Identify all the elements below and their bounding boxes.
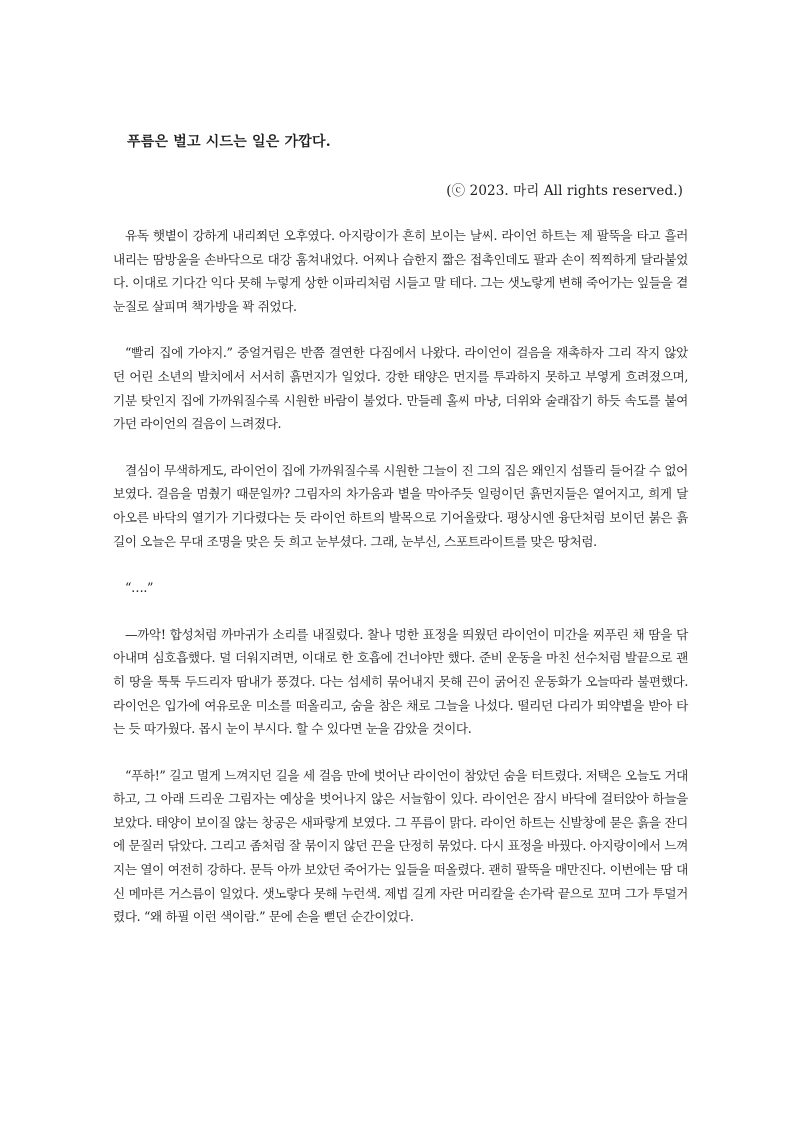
page-title: 푸름은 벌고 시드는 일은 가깝다.	[127, 134, 331, 150]
paragraph-1: 유독 햇볕이 강하게 내리쬐던 오후였다. 아지랑이가 흔히 보이는 날씨. 라이언 하트는 제 팔뚝을 타고 흘러내리는 땀방울을 손바닥으로 대강 훔쳐내었다. 어찌나 습한지 짧은 접촉인데도 팔과 손이 찍찍하게 달라붙었다. 이대로 기다간 익다 못해 누렇게 상한 이파리처럼 시들고 말 테다. 그는 샛노랗게 변해 죽어가는 잎들을 곁눈질로 살피며 책가방을 꽉 쥐었다.	[113, 228, 688, 314]
body-text	[113, 224, 688, 952]
paragraph-4: “….”	[125, 580, 154, 596]
paragraph-6: “푸하!” 길고 멀게 느껴지던 길을 세 걸음 만에 벗어난 라이언이 참았던 숨을 터트렸다. 저택은 오늘도 거대하고, 그 아래 드리운 그림자는 예상을 벗어나지 않은 서늘함이 있다. 라이언은 잠시 바닥에 걸터앉아 하늘을 보았다. 태양이 보이질 않는 창공은 새파랗게 보였다. 그 푸름이 맑다. 라이언 하트는 신발창에 묻은 흙을 잔디에 문질러 닦았다. 그리고 좀처럼 잘 묶이지 않던 끈을 단정히 묶었다. 다시 표정을 바꿨다. 아지랑이에서 느껴지는 열이 여전히 강하다. 문득 아까 보았던 죽어가는 잎들을 떠올렸다. 괜히 팔뚝을 매만진다. 이번에는 땀 대신 메마른 거스름이 일었다. 샛노랗다 못해 누런색. 제법 길게 자란 머리칼을 손가락 끝으로 꼬며 그가 투덜거렸다. “왜 하필 이런 색이람.” 문에 손을 뻗던 순간이었다.	[113, 767, 688, 925]
copyright-notice: (ⓒ 2023. 마리 All rights reserved.)	[446, 183, 683, 199]
paragraph-2: “빨리 집에 가야지.” 중얼거림은 반쯤 결연한 다짐에서 나왔다. 라이언이 걸음을 재촉하자 그리 작지 않았던 어린 소년의 발치에서 서서히 흙먼지가 일었다. 강한 태양은 먼지를 투과하지 못하고 부옇게 흐려졌으며, 기분 탓인지 집에 가까워질수록 시원한 바람이 불었다. 만들레 홀씨 마냥, 더위와 술래잡기 하듯 속도를 붙여가던 라이언의 걸음이 느려졌다.	[113, 345, 688, 432]
paragraph-3: 결심이 무색하게도, 라이언이 집에 가까워질수록 시원한 그늘이 진 그의 집은 왜인지 섬뜰리 들어갈 수 없어 보였다. 걸음을 멈췄기 때문일까? 그림자의 차가움과 볕을 막아주듯 일렁이던 흙먼지들은 옅어지고, 희게 달아오른 바닥의 열기가 기다렸다는 듯 라이언 하트의 발목으로 기어올랐다. 평상시엔 융단처럼 보이던 붉은 흙길이 오늘은 무대 조명을 맞은 듯 희고 눈부셨다. 그래, 눈부신, 스포트라이트를 맞은 땅처럼.	[113, 462, 688, 549]
paragraph-5: —까악! 합성처럼 까마귀가 소리를 내질렀다. 찰나 멍한 표정을 띄웠던 라이언이 미간을 찌푸린 채 땀을 닦아내며 심호흡했다. 덜 더워지려면, 이대로 한 호흡에 건너야만 했다. 준비 운동을 마친 선수처럼 발끝으로 괜히 땅을 툭툭 두드리자 땀내가 풍겼다. 다는 섬세히 묶어내지 못해 끈이 굵어진 운동화가 오늘따라 불편했다. 라이언은 입가에 여유로운 미소를 떠올리고, 숨을 참은 채로 그늘을 나섰다. 떨리던 다리가 뙤약볕을 받아 타는 듯 따가웠다. 몹시 눈이 부시다. 할 수 있다면 눈을 감았을 것이다.	[113, 626, 688, 737]
